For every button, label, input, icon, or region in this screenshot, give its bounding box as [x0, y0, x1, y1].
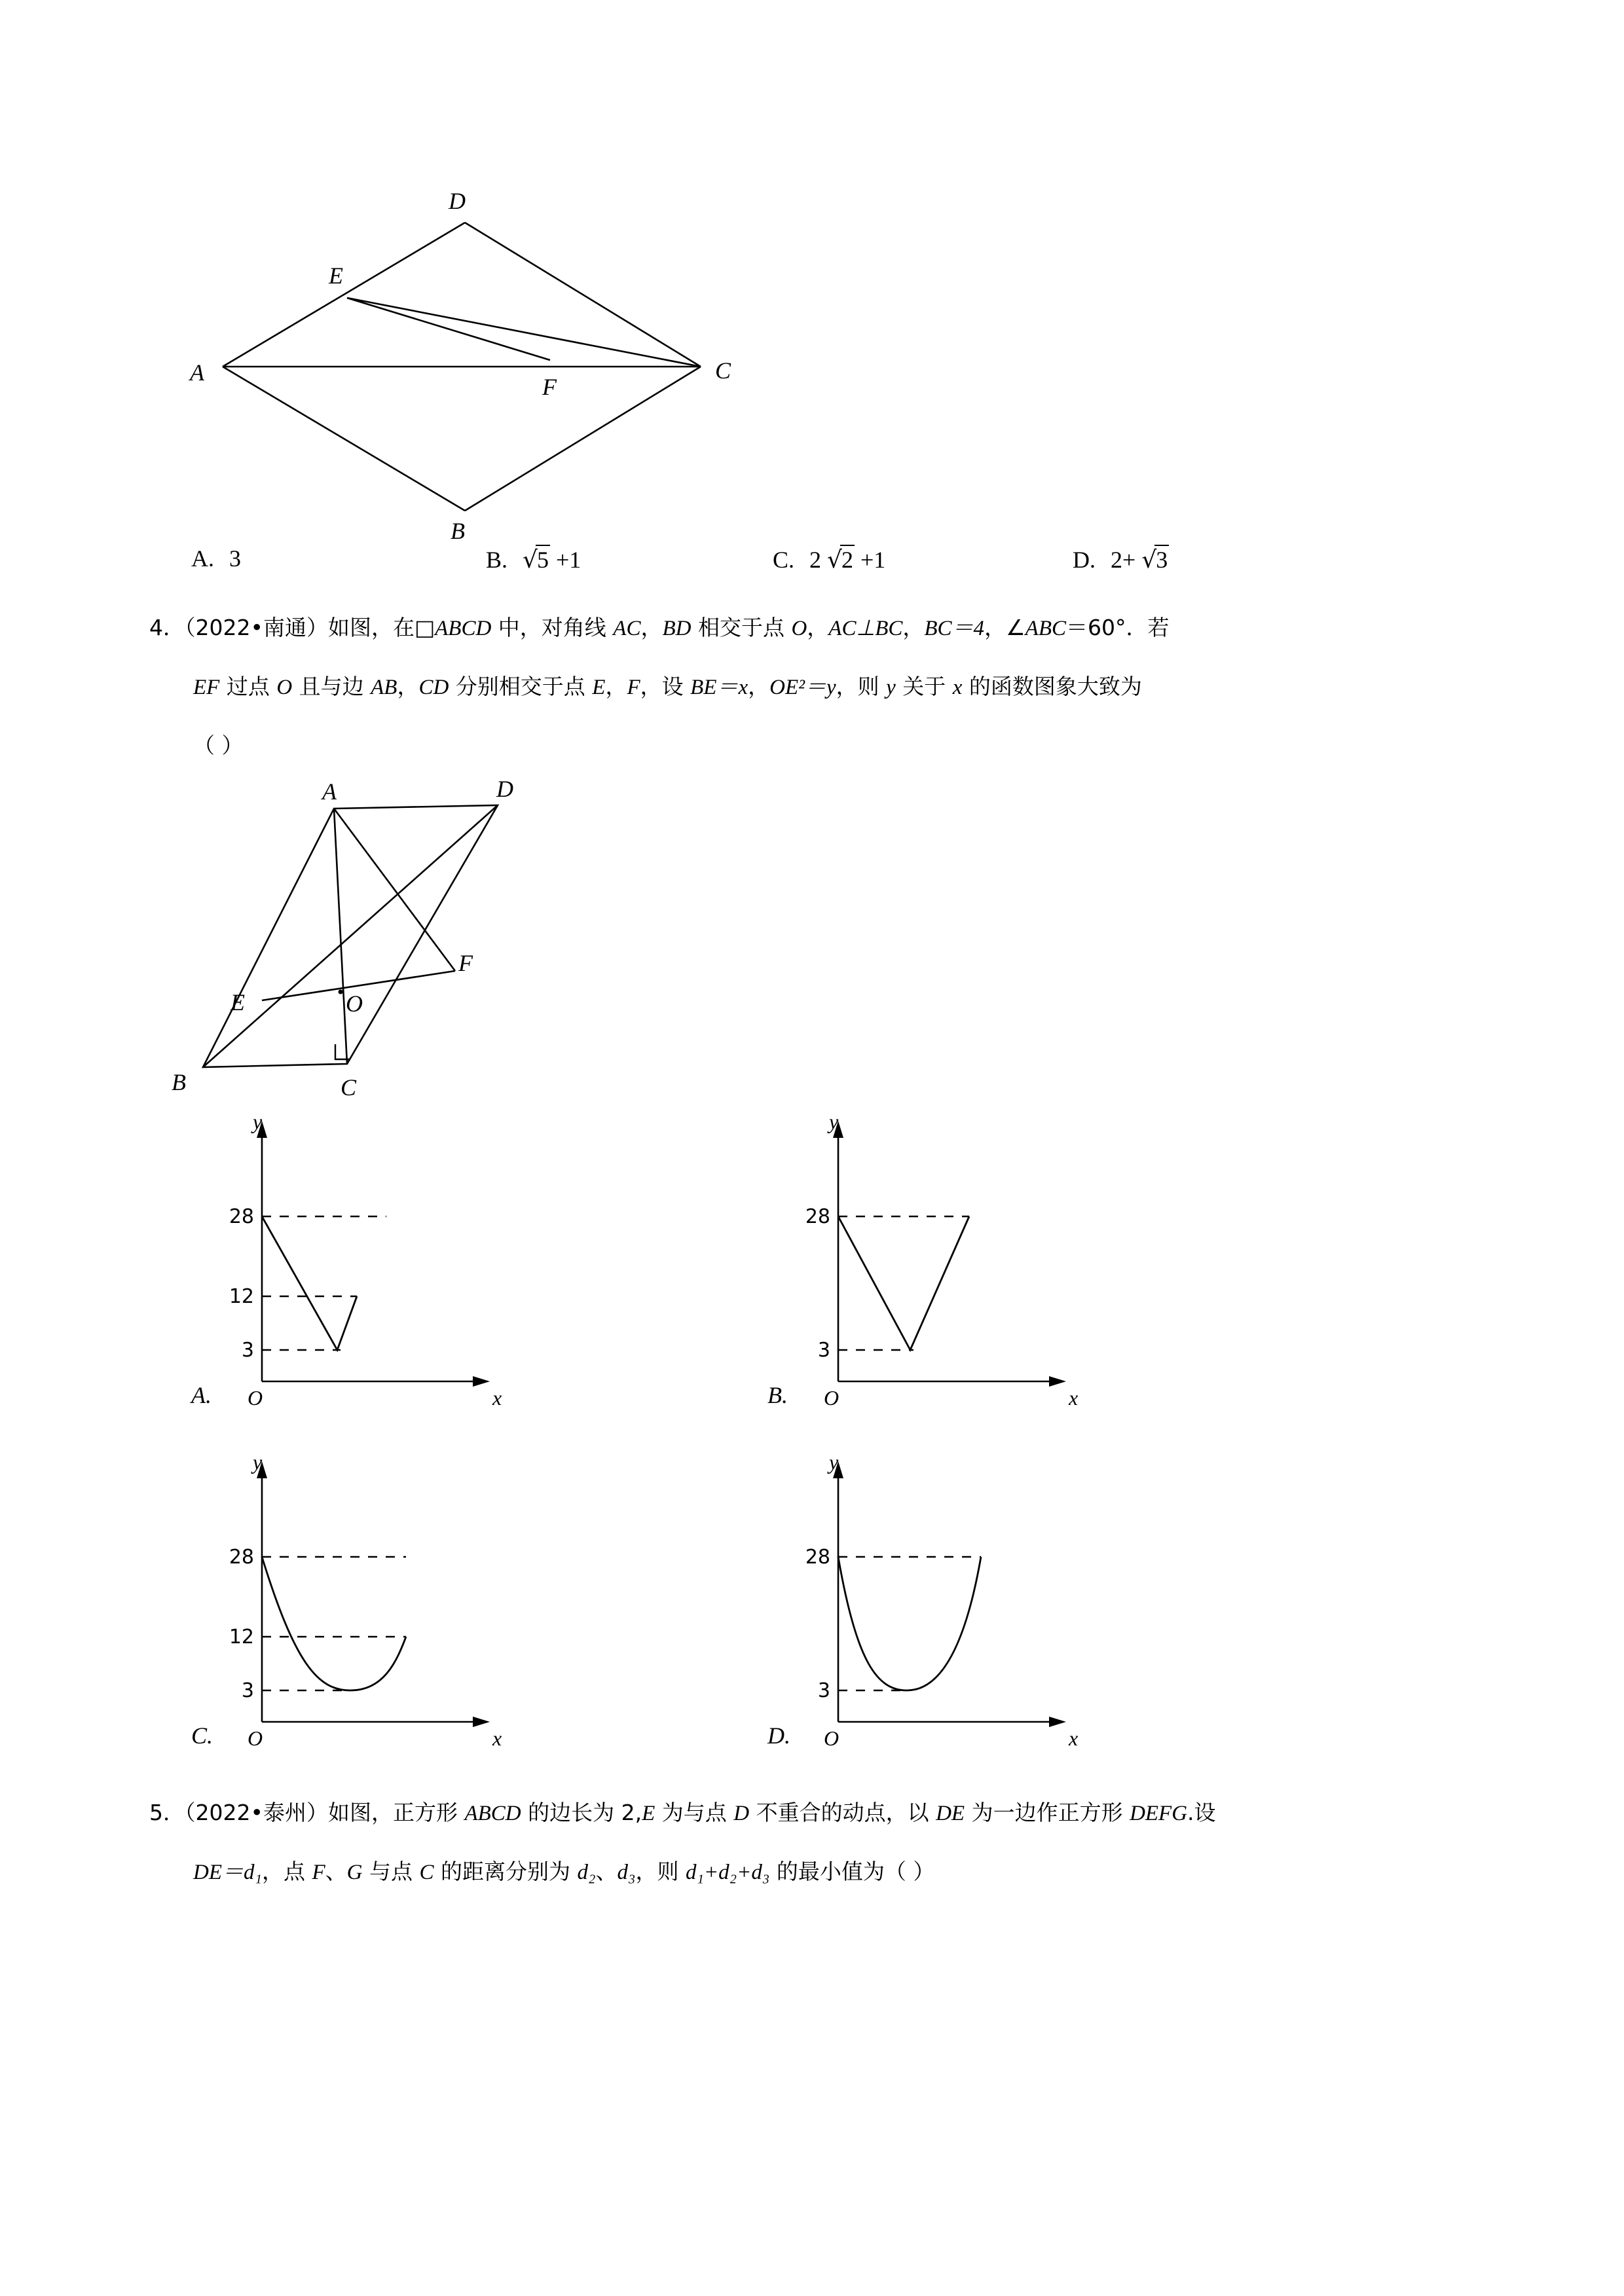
svg-text:x: x	[492, 1386, 502, 1410]
q4-o: O	[791, 617, 807, 640]
q3-option-d-radical	[1141, 545, 1169, 574]
svg-text:12: 12	[229, 1285, 254, 1308]
q4-l2b: 且与边	[292, 674, 371, 699]
svg-text:O: O	[824, 1726, 840, 1750]
q3-option-a[interactable]	[191, 545, 241, 572]
q3-option-c-radical	[827, 545, 855, 574]
figure2-label-F: F	[458, 950, 473, 976]
svg-text:O: O	[248, 1386, 263, 1410]
chart-option-a	[196, 1106, 511, 1410]
q4-l1g: ，∠	[984, 615, 1025, 640]
right-angle-mark	[335, 1044, 350, 1059]
q4-source: （2022•南通）	[185, 615, 328, 640]
svg-text:28: 28	[805, 1546, 830, 1569]
svg-text:3: 3	[817, 1679, 830, 1702]
question-5-line-1	[149, 1795, 1216, 1831]
svg-text:x: x	[492, 1726, 502, 1750]
point-o-dot	[339, 990, 343, 994]
q5-ded1: DE＝d₁	[193, 1861, 262, 1884]
svg-text:12: 12	[229, 1626, 254, 1649]
q4-l2g: ，	[748, 674, 770, 699]
q4-l1b: 中，对角线	[491, 615, 614, 640]
svg-text:3: 3	[241, 1679, 254, 1702]
question-4-line-1	[149, 610, 1169, 646]
q5-e: E	[642, 1802, 655, 1825]
q5-g: G	[346, 1861, 363, 1884]
q4-l1f: ，	[902, 615, 925, 640]
q4-ef: EF	[193, 676, 220, 699]
q3-option-b-radical	[523, 545, 550, 574]
q4-x: x	[952, 676, 963, 699]
q3-option-d-tag: D.	[1073, 547, 1096, 573]
chart-option-a-letter[interactable]: A.	[191, 1382, 212, 1408]
q5-sum: d₁+d₂+d₃	[685, 1861, 770, 1884]
q3-option-d-pre: 2+	[1111, 547, 1136, 573]
svg-text:O: O	[248, 1726, 263, 1750]
figure2-label-A: A	[322, 778, 337, 805]
figure2-label-E: E	[231, 989, 245, 1015]
chart-option-d	[773, 1447, 1087, 1750]
figure-parallelogram-svg	[183, 786, 602, 1093]
q5-f: F	[312, 1861, 325, 1884]
q5-l2d: 的距离分别为	[434, 1859, 578, 1884]
q3-option-c-post: +1	[860, 547, 886, 573]
q3-option-a-tag: A.	[191, 545, 214, 572]
figure2-label-C: C	[341, 1074, 357, 1101]
chart-option-c-svg	[196, 1447, 511, 1750]
q5-l1c: 为与点	[655, 1800, 734, 1825]
figure1-label-D: D	[449, 188, 466, 214]
q3-option-b[interactable]	[486, 545, 581, 574]
q4-l1d: 相交于点	[691, 615, 792, 640]
q3-option-c-tag: C.	[773, 547, 795, 573]
q3-option-b-tag: B.	[486, 547, 508, 573]
q5-l1f: .设	[1187, 1800, 1216, 1825]
svg-text:x: x	[1069, 1386, 1079, 1410]
q4-bex: BE＝x	[690, 676, 748, 699]
svg-text:28: 28	[805, 1205, 830, 1228]
q5-l2e: 、	[595, 1859, 618, 1884]
q4-cd: CD	[418, 676, 449, 699]
q3-option-c-radicand: 2	[840, 545, 855, 574]
q4-y: y	[886, 676, 896, 699]
chart-option-b	[773, 1106, 1087, 1410]
chart-option-c	[196, 1447, 511, 1750]
q5-number: 5．	[149, 1800, 185, 1825]
chart-option-d-letter[interactable]: D.	[767, 1722, 790, 1749]
q5-abcd: ABCD	[464, 1802, 521, 1825]
q4-l2d: 分别相交于点	[449, 674, 593, 699]
q3-option-c[interactable]	[773, 545, 885, 574]
chart-option-d-svg	[773, 1447, 1087, 1750]
svg-text:3: 3	[817, 1339, 830, 1362]
q5-l1a: 如图，正方形	[327, 1800, 465, 1825]
svg-text:y: y	[253, 1110, 263, 1133]
svg-text:28: 28	[229, 1205, 254, 1228]
q4-bd: BD	[662, 617, 692, 640]
q4-number: 4．	[149, 615, 185, 640]
figure2-label-D: D	[496, 776, 513, 802]
q4-l2a: 过点	[219, 674, 277, 699]
chart-option-a-svg	[196, 1106, 511, 1410]
figure1-label-E: E	[329, 263, 343, 289]
q4-l2f: ，设	[640, 674, 691, 699]
q4-l1h: ＝60°．若	[1065, 615, 1170, 640]
q4-ab: AB	[371, 676, 397, 699]
chart-option-c-letter[interactable]: C.	[191, 1722, 213, 1749]
q4-l2e: ，	[605, 674, 627, 699]
figure-parallelogram-abcd	[172, 776, 602, 1101]
q4-blank-paren: （ ）	[193, 733, 244, 758]
q5-c: C	[419, 1861, 434, 1884]
q3-option-b-radicand: 5	[536, 545, 550, 574]
q5-d2: d₂	[577, 1861, 596, 1884]
q4-f: F	[627, 676, 640, 699]
q4-l1c: ，	[640, 615, 663, 640]
q5-l2b: 、	[325, 1859, 347, 1884]
q5-l2g: 的最小值为（ ）	[769, 1859, 935, 1884]
q4-o2: O	[276, 676, 293, 699]
q5-l2a: ，点	[261, 1859, 312, 1884]
q5-l2c: 与点	[362, 1859, 420, 1884]
chart-option-b-letter[interactable]: B.	[767, 1382, 788, 1408]
q3-option-d[interactable]	[1073, 545, 1169, 574]
svg-text:y: y	[829, 1450, 839, 1474]
figure-rhombus-abcd	[183, 183, 753, 544]
q3-option-a-value: 3	[229, 545, 241, 572]
radical-sign-icon: √	[827, 547, 842, 574]
svg-text:28: 28	[229, 1546, 254, 1569]
question-4-line-3	[193, 728, 244, 763]
q5-l2f: ，则	[635, 1859, 686, 1884]
q3-option-d-radicand: 3	[1154, 545, 1169, 574]
radical-sign-icon: √	[523, 547, 538, 574]
q5-l1b: 的边长为 2,	[521, 1800, 642, 1825]
q4-e: E	[592, 676, 606, 699]
q4-abc: ABC	[1025, 617, 1066, 640]
q4-l2h: ，则	[836, 674, 887, 699]
figure-rhombus-svg	[183, 183, 753, 524]
figure2-label-B: B	[172, 1069, 186, 1095]
q3-option-c-coef: 2	[809, 547, 822, 573]
chart-option-b-svg	[773, 1106, 1087, 1410]
q4-l2j: 的函数图象大致为	[962, 674, 1142, 699]
q4-oe2y: OE²＝y	[769, 676, 836, 699]
svg-text:O: O	[824, 1386, 840, 1410]
q3-option-b-post: +1	[555, 547, 581, 573]
svg-text:y: y	[829, 1110, 839, 1133]
q4-bc4: BC＝4	[924, 617, 985, 640]
q4-ac: AC	[613, 617, 641, 640]
svg-text:x: x	[1069, 1726, 1079, 1750]
figure1-label-A: A	[190, 359, 204, 386]
figure1-label-B: B	[451, 518, 465, 544]
q5-defg: DEFG	[1130, 1802, 1188, 1825]
q4-l2c: ，	[397, 674, 419, 699]
q4-l2i: 关于	[895, 674, 953, 699]
question-4-line-2	[193, 669, 1142, 705]
q5-d3: d₃	[617, 1861, 636, 1884]
question-5-line-2	[193, 1854, 934, 1890]
q5-source: （2022•泰州）	[185, 1800, 328, 1825]
svg-text:y: y	[253, 1450, 263, 1474]
radical-sign-icon: √	[1141, 547, 1157, 574]
q5-d: D	[733, 1802, 750, 1825]
q5-l1e: 为一边作正方形	[965, 1800, 1130, 1825]
figure1-label-F: F	[542, 374, 557, 400]
svg-text:3: 3	[241, 1339, 254, 1362]
q5-de: DE	[936, 1802, 965, 1825]
q4-l1e: ，	[807, 615, 829, 640]
q5-l1d: 不重合的动点，以	[749, 1800, 936, 1825]
q4-abcd: ABCD	[435, 617, 492, 640]
figure1-label-C: C	[715, 357, 731, 384]
q4-acbc: AC⊥BC	[828, 617, 903, 640]
figure2-label-O: O	[346, 991, 363, 1017]
q4-l1a: 如图，在□	[327, 615, 435, 640]
